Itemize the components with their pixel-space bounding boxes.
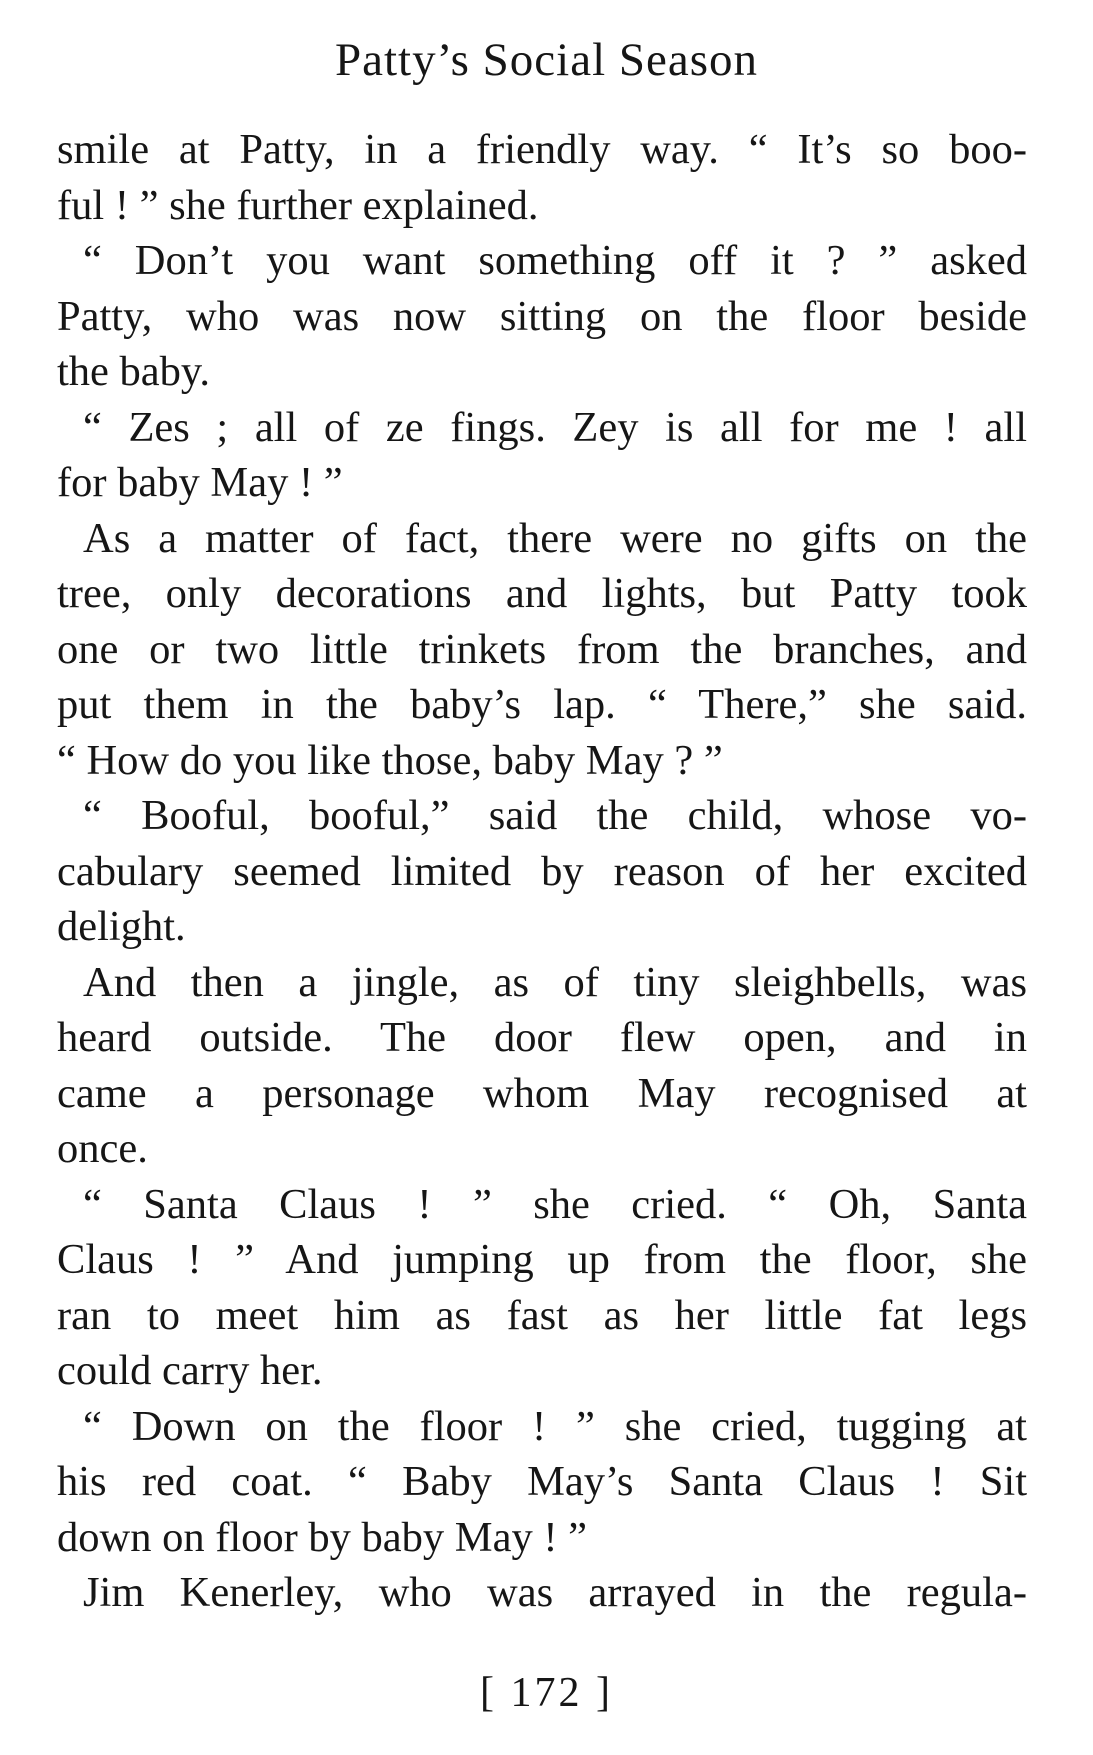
text-line: one or two little trinkets from the branches, and [57, 625, 1027, 673]
running-head-title: Patty’s Social Season [334, 34, 759, 86]
text-line: for baby May ! ” [57, 459, 343, 506]
text-line: smile at Patty, in a friendly way. “ It’s so boo- [57, 126, 1027, 173]
paragraph-9 [57, 1565, 1027, 1621]
text-line: put them in the baby’s lap. “ There,” she said. [57, 681, 1027, 728]
paragraph-1 [57, 122, 1027, 233]
text-line: “ Santa Claus ! ” she cried. “ Oh, Santa [83, 1180, 1027, 1228]
text-line: Jim Kenerley, who was arrayed in the regula- [83, 1569, 1027, 1616]
text-line: delight. [57, 903, 186, 950]
text-line: Claus ! ” And jumping up from the floor, she [57, 1236, 1027, 1283]
text-line: And then a jingle, as of tiny sleighbells, was [83, 958, 1027, 1006]
paragraph-7 [57, 1177, 1027, 1399]
body-text [57, 122, 1027, 1621]
text-line: tree, only decorations and lights, but Patty took [57, 570, 1027, 617]
text-line: “ Down on the floor ! ” she cried, tugging at [83, 1402, 1027, 1450]
paragraph-2 [57, 233, 1027, 400]
paragraph-5 [57, 788, 1027, 955]
text-line: “ Don’t you want something off it ? ” asked [83, 237, 1027, 284]
paragraph-8 [57, 1399, 1027, 1566]
paragraph-4 [57, 511, 1027, 789]
paragraph-3 [57, 400, 1027, 511]
text-line: “ Booful, booful,” said the child, whose vo- [83, 792, 1027, 839]
page-number: [ 172 ] [480, 1670, 613, 1716]
text-line: “ Zes ; all of ze fings. Zey is all for me ! all [83, 403, 1027, 451]
text-line: ran to meet him as fast as her little fat legs [57, 1291, 1027, 1339]
text-line: the baby. [57, 348, 211, 395]
text-line: once. [57, 1125, 148, 1172]
text-line: his red coat. “ Baby May’s Santa Claus ! Sit [57, 1458, 1027, 1505]
text-line: could carry her. [57, 1347, 323, 1394]
text-line: came a personage whom May recognised at [57, 1069, 1027, 1117]
text-line: ful ! ” she further explained. [57, 181, 539, 229]
text-line: heard outside. The door flew open, and in [57, 1014, 1027, 1061]
text-line: cabulary seemed limited by reason of her excited [57, 847, 1027, 895]
paragraph-6 [57, 955, 1027, 1177]
text-line: Patty, who was now sitting on the floor beside [57, 292, 1027, 340]
text-line: down on floor by baby May ! ” [57, 1513, 587, 1561]
text-line: As a matter of fact, there were no gifts on the [83, 514, 1027, 562]
text-line: “ How do you like those, baby May ? ” [57, 736, 723, 784]
